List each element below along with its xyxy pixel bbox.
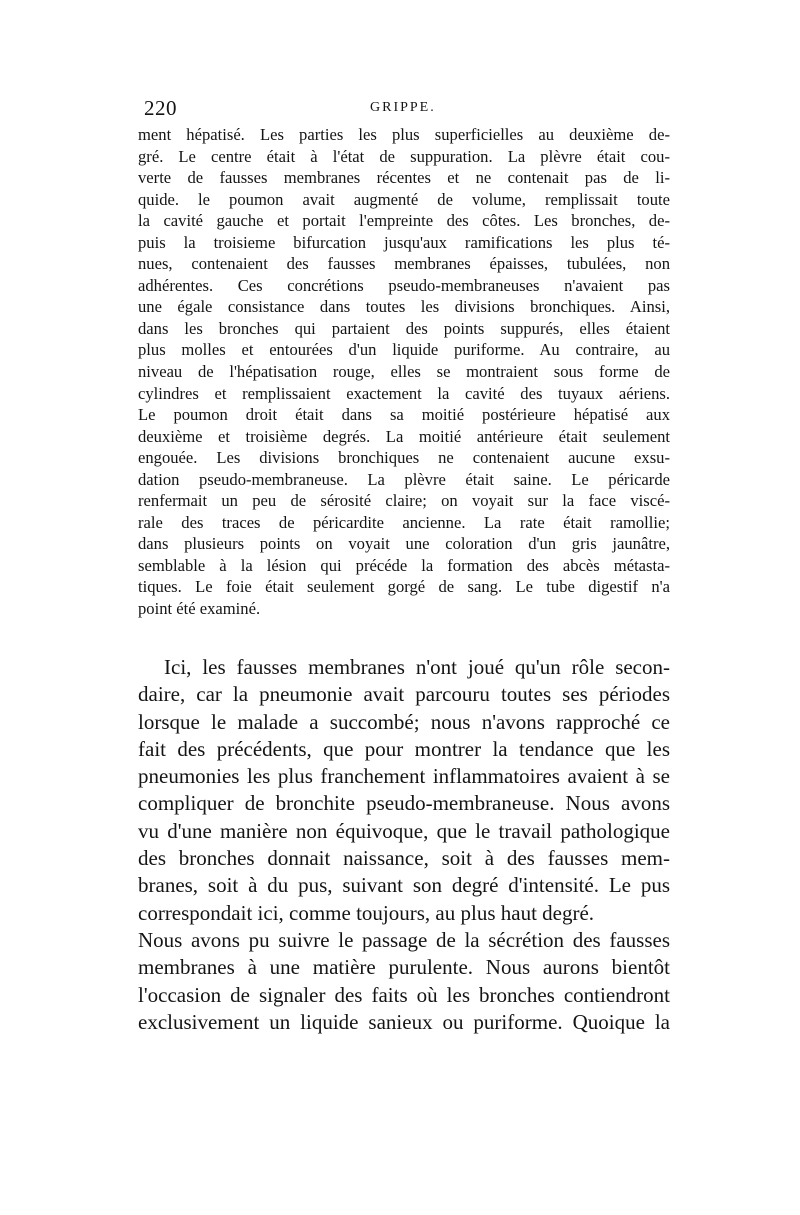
text-line: nues, contenaient des fausses membranes épaisses, tubulées, non bbox=[138, 254, 670, 274]
text-line: exclusivement un liquide sanieux ou puriforme. Quoique la bbox=[138, 1009, 670, 1034]
text-line: l'occasion de signaler des faits où les bronches contiendront bbox=[138, 982, 670, 1007]
text-line: gré. Le centre était à l'état de suppuration. La plèvre était cou- bbox=[138, 146, 670, 166]
text-line: lorsque le malade a succombé; nous n'avons rapproché ce bbox=[138, 709, 670, 734]
text-line: pneumonies les plus franchement inflammatoires avaient à se bbox=[138, 764, 670, 789]
text-line: membranes à une matière purulente. Nous aurons bientôt bbox=[138, 955, 670, 980]
text-line: adhérentes. Ces concrétions pseudo-membraneuses n'avaient pas bbox=[138, 275, 670, 295]
text-line: niveau de l'hépatisation rouge, elles se montraient sous forme de bbox=[138, 362, 670, 382]
text-line: renfermait un peu de sérosité claire; on voyait sur la face viscé- bbox=[138, 491, 670, 511]
text-line: des bronches donnait naissance, soit à des fausses mem- bbox=[138, 846, 670, 871]
text-line: ment hépatisé. Les parties les plus superficielles au deuxième de- bbox=[138, 125, 670, 144]
text-line: vu d'une manière non équivoque, que le travail pathologique bbox=[138, 818, 670, 843]
text-line: branes, soit à du pus, suivant son degré d'intensité. Le pus bbox=[138, 873, 670, 898]
text-line: rale des traces de péricardite ancienne. La rate était ramollie; bbox=[138, 512, 670, 532]
running-head bbox=[138, 96, 670, 126]
text-line: fait des précédents, que pour montrer la tendance que les bbox=[138, 736, 670, 761]
text-line: daire, car la pneumonie avait parcouru toutes ses périodes bbox=[138, 682, 670, 707]
text-line: Ici, les fausses membranes n'ont joué qu'un rôle secon- bbox=[164, 655, 670, 679]
text-line: verte de fausses membranes récentes et ne contenait pas de li- bbox=[138, 168, 670, 188]
text-line: dans plusieurs points on voyait une coloration d'un gris jaunâtre, bbox=[138, 534, 670, 554]
commentary-paragraph bbox=[138, 654, 670, 1036]
text-line: Nous avons pu suivre le passage de la sécrétion des fausses bbox=[138, 927, 670, 952]
observation-paragraph bbox=[138, 124, 670, 620]
text-line: dans les bronches qui partaient des points suppurés, elles étaient bbox=[138, 318, 670, 338]
text-line: plus molles et entourées d'un liquide puriforme. Au contraire, au bbox=[138, 340, 670, 360]
page-number: 220 bbox=[144, 96, 177, 120]
text-line: dation pseudo-membraneuse. La plèvre était saine. Le péricarde bbox=[138, 469, 670, 489]
text-line: puis la troisieme bifurcation jusqu'aux ramifications les plus té- bbox=[138, 232, 670, 252]
text-line: cylindres et remplissaient exactement la cavité des tuyaux aériens. bbox=[138, 383, 670, 403]
text-line: engouée. Les divisions bronchiques ne contenaient aucune exsu- bbox=[138, 448, 670, 468]
text-line: Le poumon droit était dans sa moitié postérieure hépatisé aux bbox=[138, 405, 670, 425]
text-line: tiques. Le foie était seulement gorgé de sang. Le tube digestif n'a bbox=[138, 577, 670, 597]
running-title: GRIPPE. bbox=[370, 100, 436, 115]
text-line: correspondait ici, comme toujours, au plus haut degré. bbox=[138, 900, 595, 925]
text-line: une égale consistance dans toutes les divisions bronchiques. Ainsi, bbox=[138, 297, 670, 317]
text-line: deuxième et troisième degrés. La moitié antérieure était seulement bbox=[138, 426, 670, 446]
text-line: semblable à la lésion qui précéde la formation des abcès métasta- bbox=[138, 555, 670, 575]
text-line: compliquer de bronchite pseudo-membraneuse. Nous avons bbox=[138, 791, 670, 816]
text-line: la cavité gauche et portait l'empreinte des côtes. Les bronches, de- bbox=[138, 211, 670, 231]
text-line: quide. le poumon avait augmenté de volume, remplissait toute bbox=[138, 189, 670, 209]
text-line: point été examiné. bbox=[138, 599, 261, 619]
